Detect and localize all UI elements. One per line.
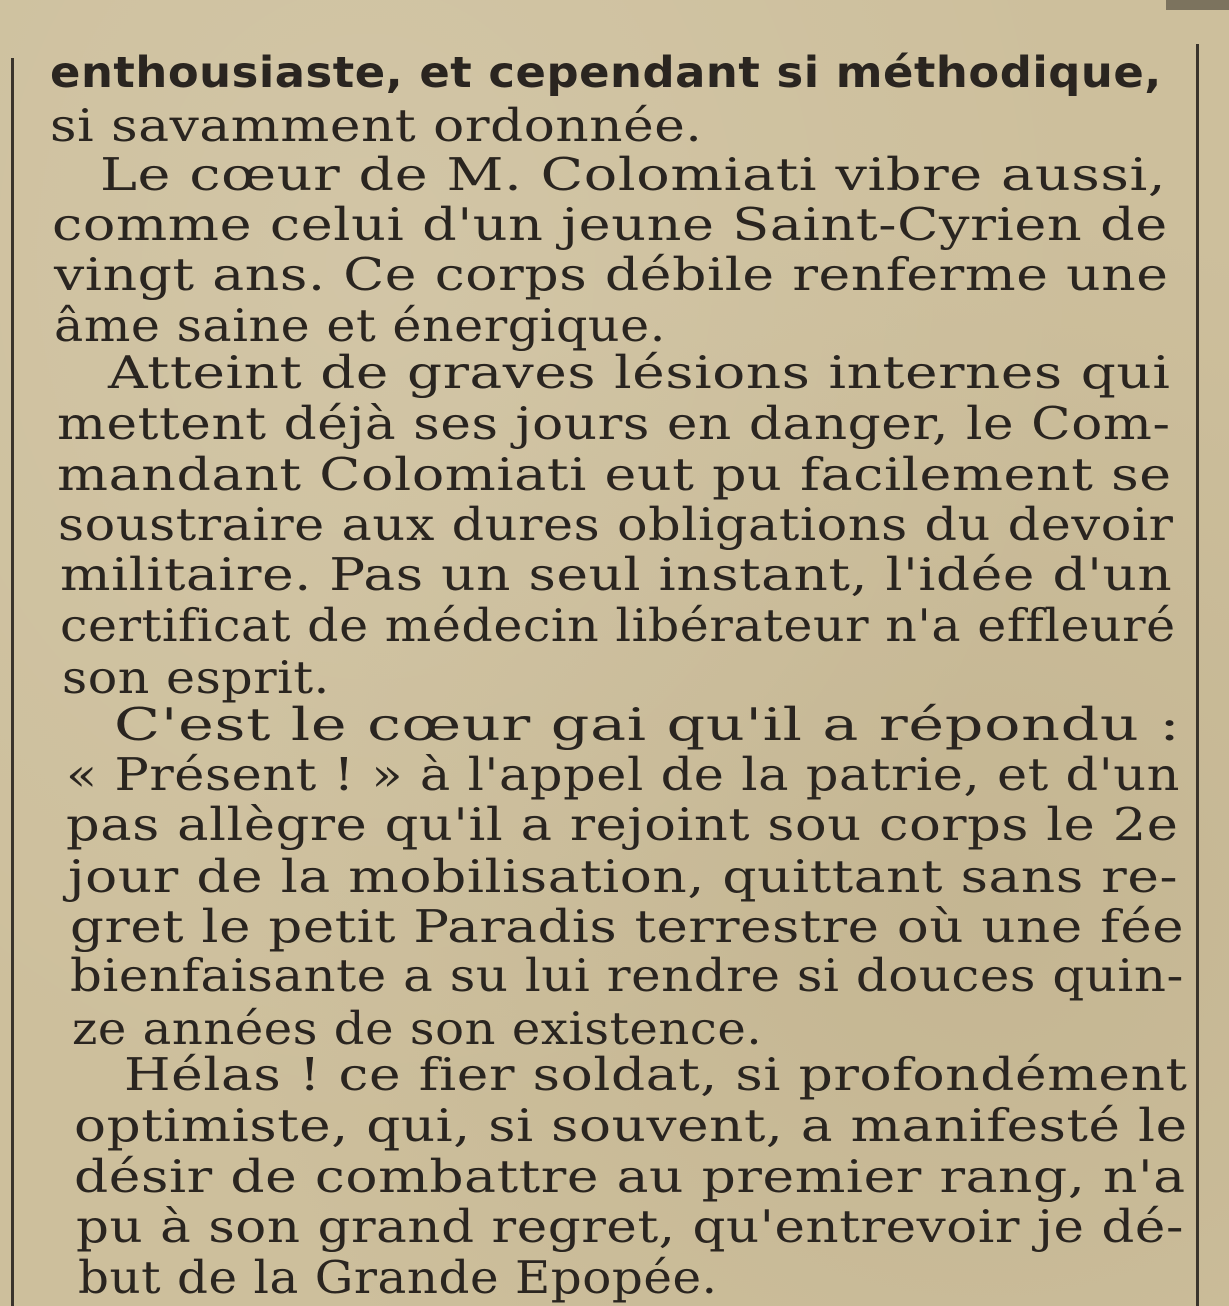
text-line: bienfaisante a su lui rendre si douces quin- [70,949,1184,1002]
text-line: Atteint de graves lésions internes qui [108,346,1171,399]
text-line: pas allègre qu'il a rejoint sou corps le 2e [66,798,1179,851]
text-line: gret le petit Paradis terrestre où une fée [70,900,1185,953]
text-line: enthousiaste, et cependant si méthodique, [50,48,1162,98]
text-line: âme saine et énergique. [54,299,666,352]
text-line: certificat de médecin libérateur n'a effleuré [60,599,1176,652]
text-line: Hélas ! ce fier soldat, si profondément [124,1048,1188,1101]
text-line: soustraire aux dures obligations du devoir [58,498,1174,551]
text-line: jour de la mobilisation, quittant sans re- [68,850,1179,903]
text-line: militaire. Pas un seul instant, l'idée d'un [60,548,1173,601]
text-line: désir de combattre au premier rang, n'a [74,1150,1186,1203]
text-line: comme celui d'un jeune Saint-Cyrien de [52,198,1168,251]
text-line: son esprit. [62,651,330,704]
text-line: ze années de son existence. [72,1002,763,1055]
text-line: mettent déjà ses jours en danger, le Com- [57,397,1171,450]
text-line: optimiste, qui, si souvent, a manifesté le [74,1099,1188,1152]
text-line: si savamment ordonnée. [50,99,703,152]
text-line: pu à son grand regret, qu'entrevoir je dé- [76,1200,1184,1253]
text-line: but de la Grande Epopée. [78,1251,718,1304]
text-line: vingt ans. Ce corps débile renferme une [54,248,1169,301]
text-line: mandant Colomiati eut pu facilement se [57,448,1172,501]
text-line: C'est le cœur gai qu'il a répondu : [114,698,1181,751]
text-line: « Présent ! » à l'appel de la patrie, et d'un [66,748,1181,801]
text-line: Le cœur de M. Colomiati vibre aussi, [100,148,1167,201]
